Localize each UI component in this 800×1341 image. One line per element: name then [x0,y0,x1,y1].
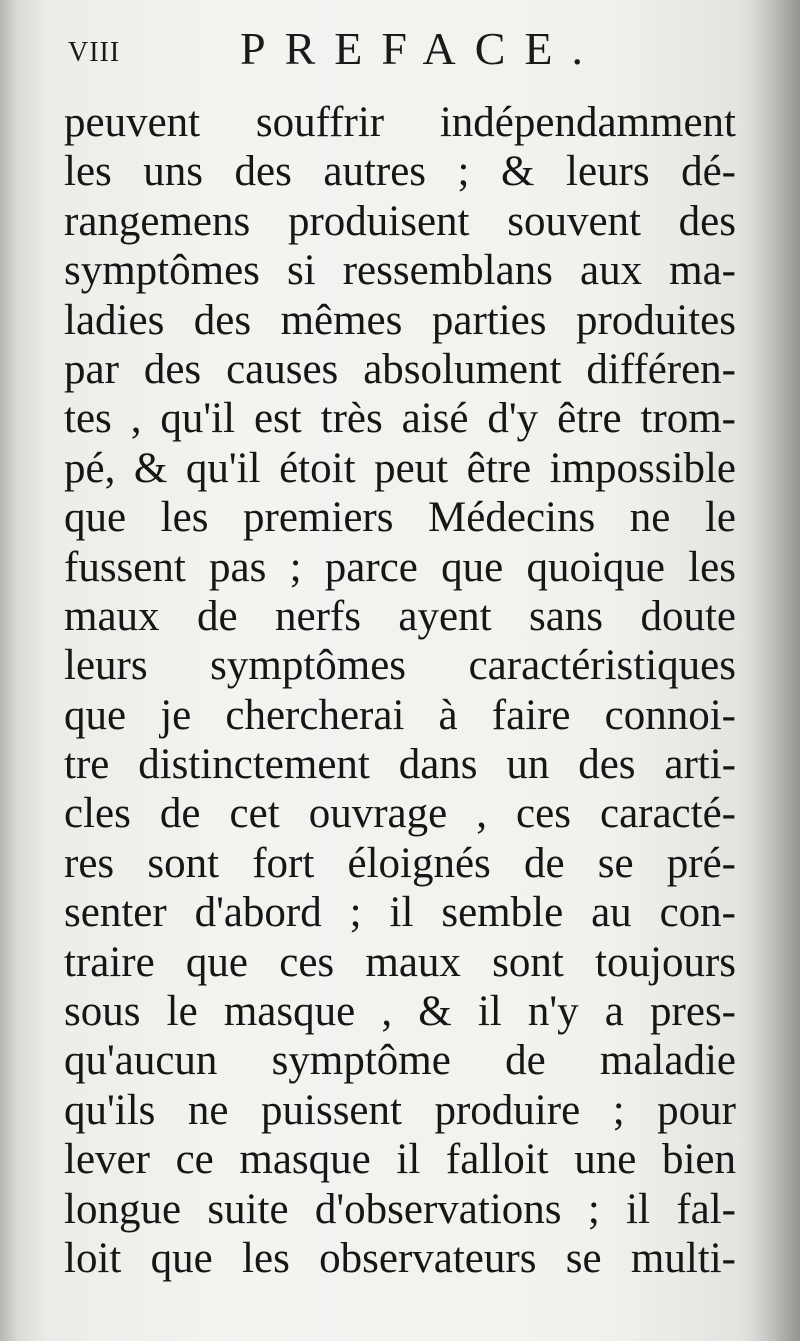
text-line: senter d'abord ; il semble au con- [64,889,736,937]
running-title: PREFACE. [240,23,603,74]
text-line: par des causes absolument différen- [64,345,736,393]
text-line: tes , qu'il est très aisé d'y être trom- [64,395,736,443]
text-line: qu'aucun symptôme de maladie [64,1037,736,1085]
text-line: sous le masque , & il n'y a pres- [64,988,736,1036]
page-edge-shadow [740,0,800,1341]
text-line: pé, & qu'il étoit peut être impossible [64,444,736,492]
text-line: loit que les observateurs se multi- [64,1234,736,1282]
text-line: peuvent souffrir indépendamment [64,99,736,146]
text-line: que les premiers Médecins ne le [64,494,736,542]
text-line: ladies des mêmes parties produites [64,296,736,344]
text-line: longue suite d'observations ; il fal- [64,1185,736,1233]
text-line: rangemens produisent souvent des [64,197,736,245]
text-line: cles de cet ouvrage , ces caracté- [64,790,736,838]
text-line: qu'ils ne puissent produire ; pour [64,1086,736,1134]
body-text [64,98,736,1283]
text-line: les uns des autres ; & leurs dé- [64,148,736,196]
page-gutter-shadow [0,0,18,1341]
text-line: res sont fort éloignés de se pré- [64,839,736,887]
text-line: que je chercherai à faire connoi- [64,691,736,739]
text-line: maux de nerfs ayent sans doute [64,592,736,640]
text-line: leurs symptômes caractéristiques [64,642,736,690]
text-line: tre distinctement dans un des arti- [64,741,736,789]
page-header [60,18,750,78]
page-number: viii [68,25,121,70]
text-line: lever ce masque il falloit une bien [64,1136,736,1184]
text-line: fussent pas ; parce que quoique les [64,543,736,591]
text-line: symptômes si ressemblans aux ma- [64,247,736,295]
text-line: traire que ces maux sont toujours [64,938,736,986]
